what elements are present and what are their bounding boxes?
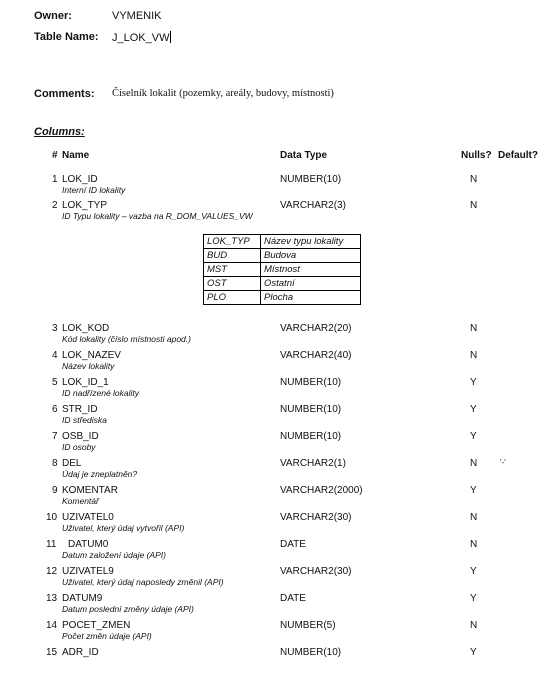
row-number: 8 xyxy=(52,458,58,469)
row-number: 11 xyxy=(46,539,57,550)
header-name: Name xyxy=(62,150,90,161)
row-number: 12 xyxy=(46,566,58,577)
owner-label: Owner: xyxy=(34,10,72,22)
column-name: ADR_ID xyxy=(62,647,99,658)
column-description: Údaj je zneplatněn? xyxy=(62,469,138,479)
nulls-value: Y xyxy=(470,485,477,496)
lookup-row xyxy=(204,291,361,305)
data-type: NUMBER(5) xyxy=(280,620,336,631)
nulls-value: Y xyxy=(470,431,477,442)
column-description: Datum poslední změny údaje (API) xyxy=(62,604,194,614)
data-type: VARCHAR2(30) xyxy=(280,566,352,577)
nulls-value: Y xyxy=(470,647,477,658)
column-description: Název lokality xyxy=(62,361,115,371)
row-number: 7 xyxy=(52,431,58,442)
table-name-label: Table Name: xyxy=(34,31,99,43)
nulls-value: Y xyxy=(470,566,477,577)
column-description: Komentář xyxy=(62,496,99,506)
data-type: NUMBER(10) xyxy=(280,431,342,442)
nulls-value: N xyxy=(470,458,478,469)
data-type: NUMBER(10) xyxy=(280,404,342,415)
lok-typ-lookup-table xyxy=(203,234,361,305)
row-number: 15 xyxy=(46,647,58,658)
data-type: NUMBER(10) xyxy=(280,647,342,658)
column-name: POCET_ZMEN xyxy=(62,620,131,631)
column-description: ID Typu lokality – vazba na R_DOM_VALUES_VW xyxy=(62,211,253,221)
lookup-code: BUD xyxy=(204,249,261,263)
owner-value: VYMENIK xyxy=(112,10,162,22)
nulls-value: N xyxy=(470,323,478,334)
column-description: ID nadřízené lokality xyxy=(62,388,140,398)
column-name: OSB_ID xyxy=(62,431,99,442)
nulls-value: Y xyxy=(470,593,477,604)
lookup-label: Budova xyxy=(261,249,361,263)
column-description: ID osoby xyxy=(62,442,96,452)
lookup-code: OST xyxy=(204,277,261,291)
row-number: 2 xyxy=(52,200,58,211)
column-name: LOK_NAZEV xyxy=(62,350,121,361)
column-name: UZIVATEL9 xyxy=(62,566,114,577)
row-number: 9 xyxy=(52,485,58,496)
data-type: VARCHAR2(20) xyxy=(280,323,352,334)
column-name: LOK_TYP xyxy=(62,200,108,211)
nulls-value: N xyxy=(470,620,478,631)
column-name: DEL xyxy=(62,458,82,469)
column-description: Interní ID lokality xyxy=(62,185,126,195)
lookup-label: Ostatní xyxy=(261,277,361,291)
column-description: Uživatel, který údaj vytvořil (API) xyxy=(62,523,185,533)
nulls-value: Y xyxy=(470,377,477,388)
lookup-label: Místnost xyxy=(261,263,361,277)
column-name: LOK_KOD xyxy=(62,323,110,334)
column-name: UZIVATEL0 xyxy=(62,512,114,523)
nulls-value: N xyxy=(470,539,478,550)
table-name-field[interactable] xyxy=(112,31,171,44)
header-num: # xyxy=(52,150,58,161)
lookup-row xyxy=(204,249,361,263)
column-name: STR_ID xyxy=(62,404,98,415)
nulls-value: N xyxy=(470,512,478,523)
row-number: 10 xyxy=(46,512,58,523)
columns-label: Columns: xyxy=(34,126,85,138)
column-name: DATUM0 xyxy=(68,539,109,550)
nulls-value: N xyxy=(470,350,478,361)
data-type: DATE xyxy=(280,593,306,604)
header-nulls: Nulls? xyxy=(461,150,492,161)
header-data-type: Data Type xyxy=(280,150,328,161)
data-type: VARCHAR2(40) xyxy=(280,350,352,361)
lookup-code: MST xyxy=(204,263,261,277)
row-number: 5 xyxy=(52,377,58,388)
data-type: DATE xyxy=(280,539,306,550)
nulls-value: Y xyxy=(470,404,477,415)
table-name-value: J_LOK_VW xyxy=(112,32,170,44)
lookup-row xyxy=(204,263,361,277)
lookup-header-row xyxy=(204,235,361,249)
column-description: Počet změn údaje (API) xyxy=(62,631,152,641)
comments-label: Comments: xyxy=(34,88,95,100)
data-type: NUMBER(10) xyxy=(280,174,342,185)
lookup-label: Plocha xyxy=(261,291,361,305)
column-name: DATUM9 xyxy=(62,593,103,604)
nulls-value: N xyxy=(470,200,478,211)
column-name: LOK_ID xyxy=(62,174,98,185)
data-type: VARCHAR2(3) xyxy=(280,200,346,211)
row-number: 6 xyxy=(52,404,58,415)
lookup-code: PLO xyxy=(204,291,261,305)
comments-value: Číselník lokalit (pozemky, areály, budovy, místnosti) xyxy=(112,88,334,99)
row-number: 14 xyxy=(46,620,58,631)
nulls-value: N xyxy=(470,174,478,185)
data-type: VARCHAR2(30) xyxy=(280,512,352,523)
lookup-row xyxy=(204,277,361,291)
row-number: 4 xyxy=(52,350,58,361)
column-description: Uživatel, který údaj naposledy změnil (API) xyxy=(62,577,224,587)
row-number: 3 xyxy=(52,323,58,334)
column-name: LOK_ID_1 xyxy=(62,377,109,388)
column-description: Datum založení údaje (API) xyxy=(62,550,166,560)
column-description: Kód lokality (číslo místnosti apod.) xyxy=(62,334,191,344)
data-type: NUMBER(10) xyxy=(280,377,342,388)
row-number: 1 xyxy=(52,174,58,185)
default-value: '-' xyxy=(500,458,506,467)
lookup-header-cell: Název typu lokality xyxy=(261,235,361,249)
column-name: KOMENTAR xyxy=(62,485,118,496)
column-description: ID střediska xyxy=(62,415,107,425)
lookup-header-cell: LOK_TYP xyxy=(204,235,261,249)
data-type: VARCHAR2(1) xyxy=(280,458,346,469)
data-type: VARCHAR2(2000) xyxy=(280,485,363,496)
row-number: 13 xyxy=(46,593,58,604)
header-default: Default? xyxy=(498,150,538,161)
text-cursor xyxy=(170,31,171,43)
